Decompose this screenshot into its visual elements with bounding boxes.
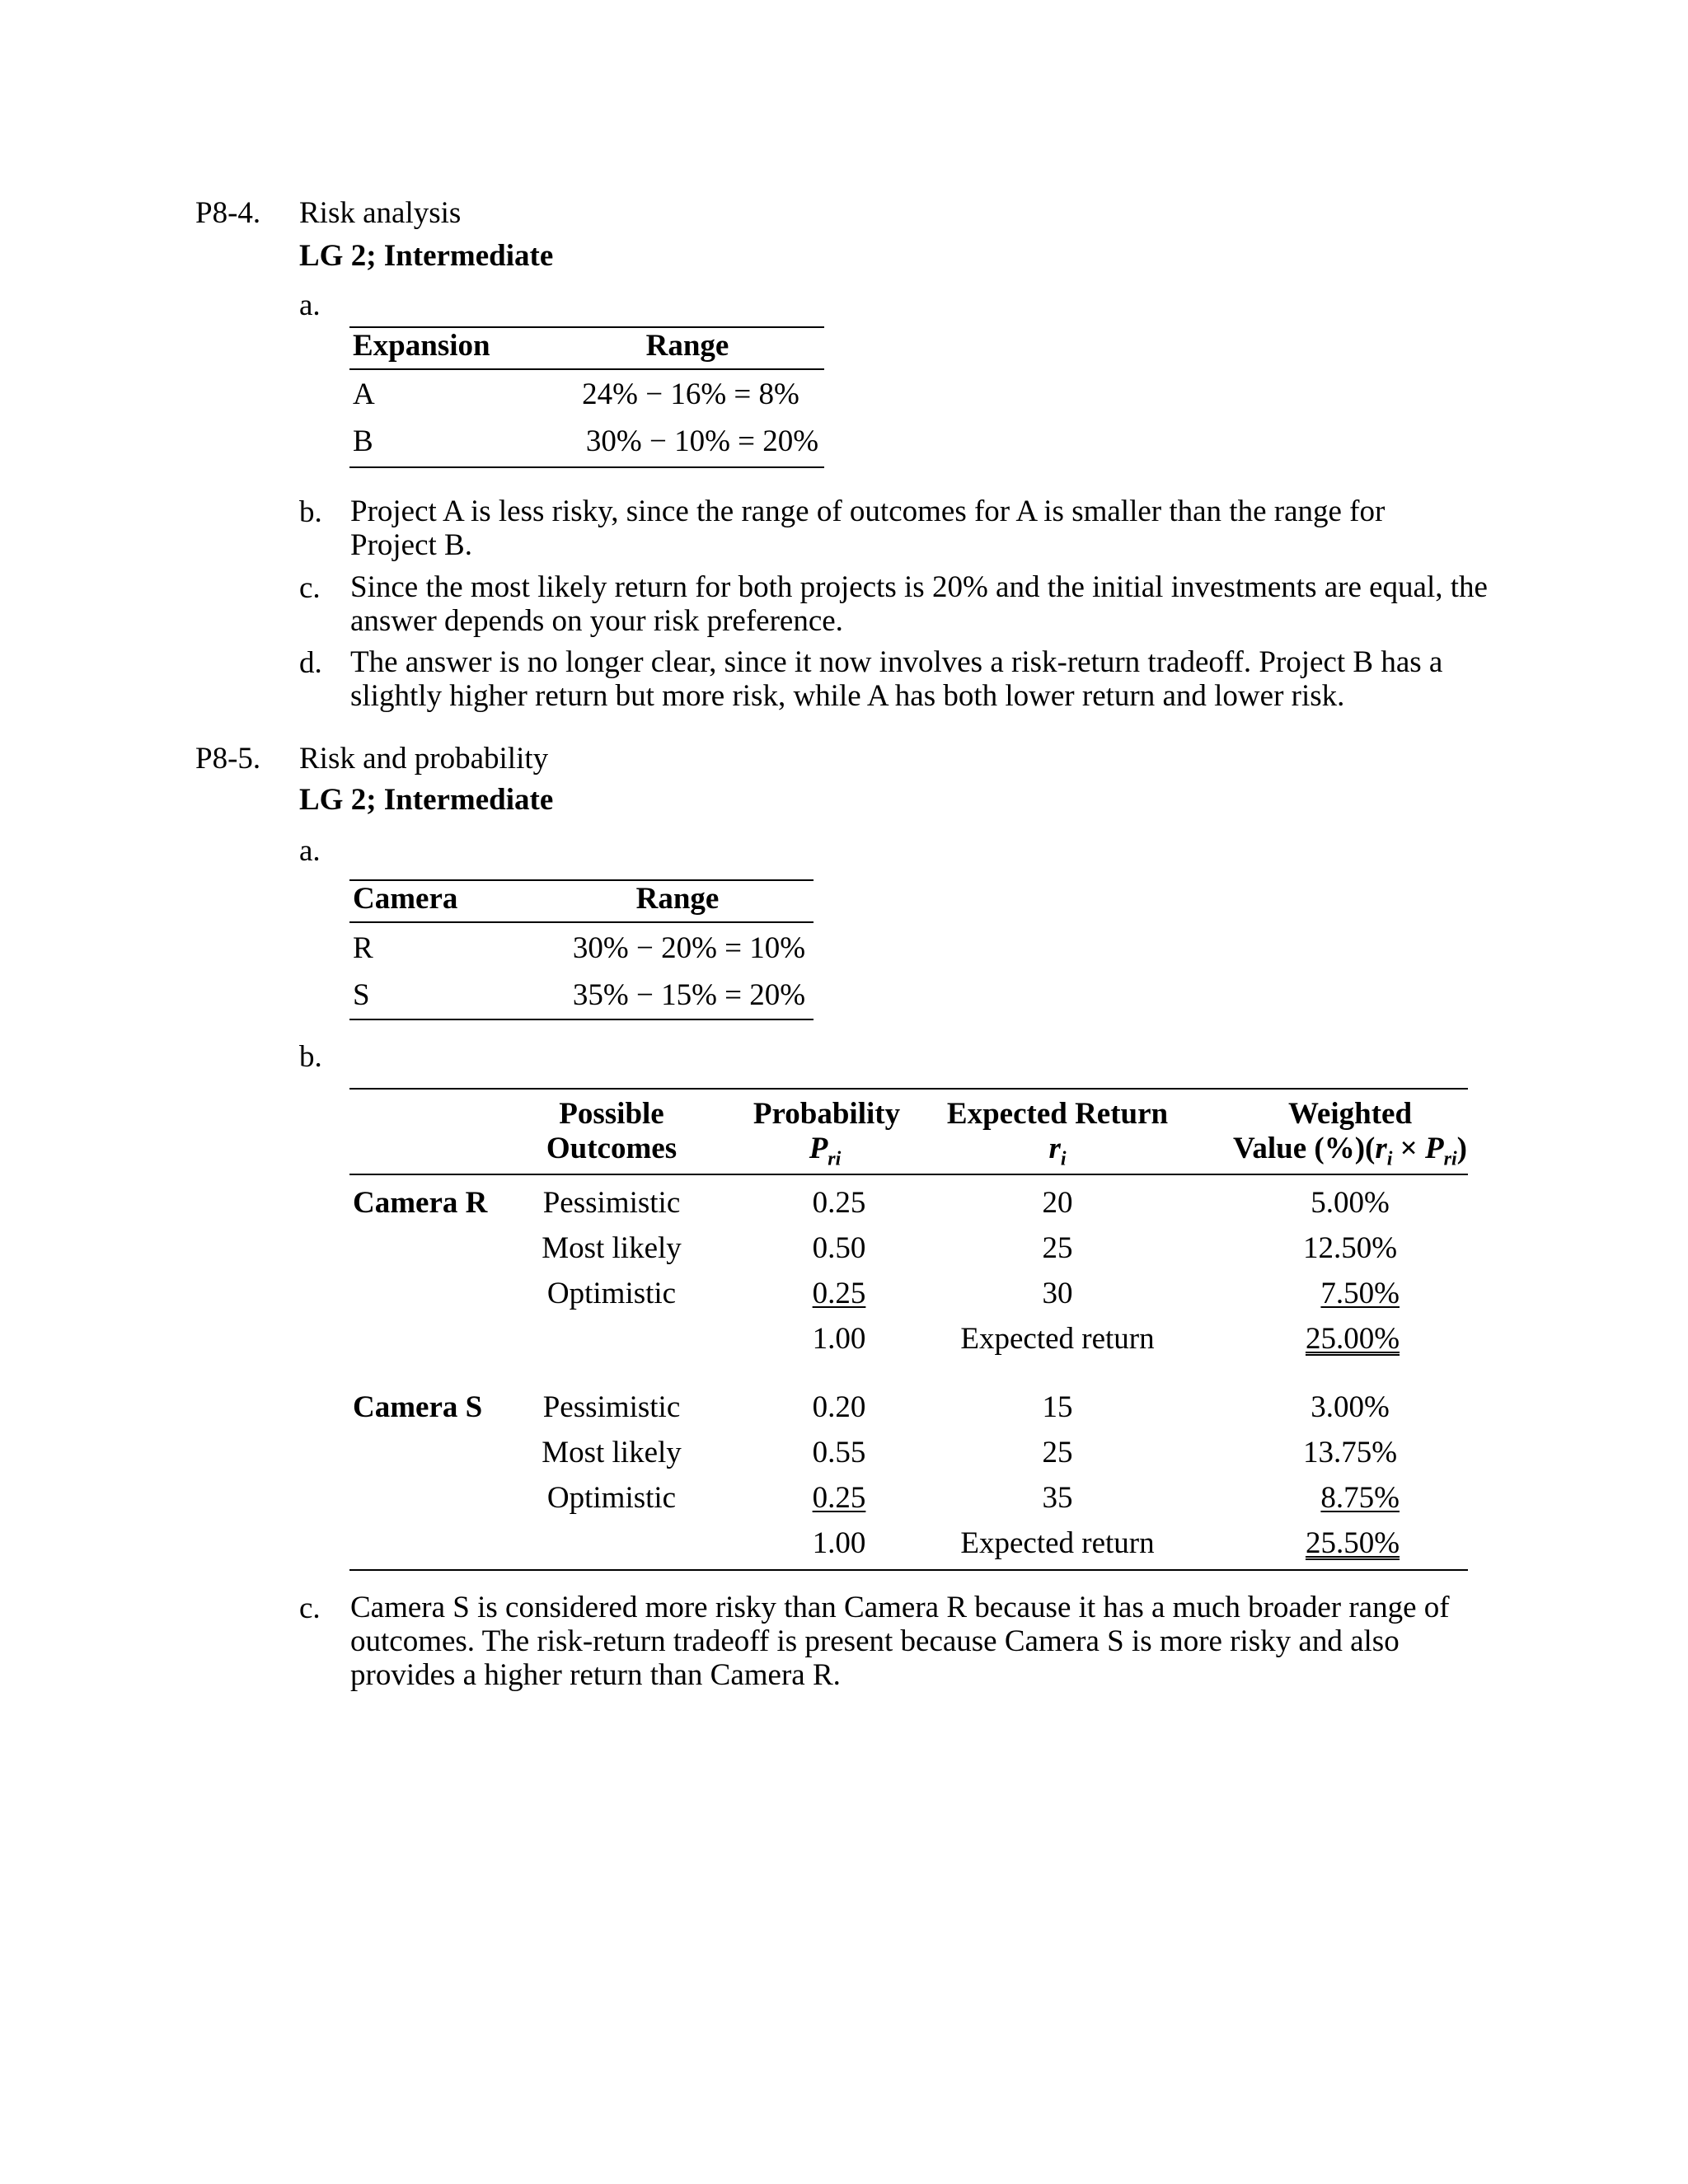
table-cell: 0.50 bbox=[812, 1231, 866, 1265]
table-cell: 30 bbox=[1042, 1277, 1073, 1310]
part-label: a. bbox=[299, 288, 321, 322]
table-rule bbox=[349, 368, 824, 370]
answer-label: c. bbox=[299, 1591, 321, 1625]
answer-text: Project A is less risky, since the range of outcomes for A is smaller than the range for Project B. bbox=[350, 494, 1386, 562]
answer-text: The answer is no longer clear, since it now involves a risk-return tradeoff. Project B has a slightly higher return but more risk, while A has both lower return and lower risk. bbox=[350, 645, 1443, 713]
table-cell: 0.25 bbox=[812, 1186, 866, 1220]
total-cell: 1.00 bbox=[812, 1526, 866, 1560]
table-cell: Most likely bbox=[542, 1231, 682, 1265]
total-cell: 25.50% bbox=[1305, 1526, 1400, 1560]
column-header: Range bbox=[645, 329, 729, 363]
column-header: Outcomes bbox=[546, 1132, 678, 1165]
table-rule bbox=[349, 879, 814, 881]
table-cell: 12.50% bbox=[1302, 1231, 1398, 1265]
table-cell: A bbox=[353, 377, 375, 411]
part-label: b. bbox=[299, 1040, 322, 1074]
problem-number: P8-5. bbox=[195, 742, 261, 776]
table-cell: 35% − 15% = 20% bbox=[572, 978, 806, 1012]
column-header: Range bbox=[635, 882, 720, 916]
table-cell: 13.75% bbox=[1302, 1436, 1398, 1469]
table-cell: 15 bbox=[1042, 1390, 1073, 1424]
answer-label: b. bbox=[299, 495, 322, 529]
table-rule bbox=[349, 921, 814, 923]
problem-subtitle: LG 2; Intermediate bbox=[299, 783, 554, 817]
column-header: Expansion bbox=[353, 329, 490, 363]
problem-number: P8-4. bbox=[195, 196, 261, 230]
table-cell: 25 bbox=[1042, 1436, 1073, 1469]
table-cell: 8.75% bbox=[1320, 1481, 1400, 1515]
table-cell: Pessimistic bbox=[542, 1390, 681, 1424]
table-rule bbox=[349, 1174, 1468, 1175]
answer-text: Camera S is considered more risky than Camera R because it has a much broader range of outcomes. The risk-return tradeoff is present because Camera S is more risky and also provides a higher return than Camera R. bbox=[350, 1591, 1450, 1692]
column-header: $P_{ri}$ bbox=[809, 1132, 842, 1170]
table-cell: 7.50% bbox=[1320, 1277, 1400, 1310]
table-cell: 20 bbox=[1042, 1186, 1073, 1220]
answer-text: Since the most likely return for both projects is 20% and the initial investments are equal, the answer depends on your risk preference. bbox=[350, 570, 1488, 638]
table-cell: Optimistic bbox=[546, 1481, 677, 1515]
group-label: Camera S bbox=[353, 1390, 483, 1424]
table-cell: 35 bbox=[1042, 1481, 1073, 1515]
group-label: Camera R bbox=[353, 1186, 488, 1220]
table-cell: Most likely bbox=[542, 1436, 682, 1469]
problem-subtitle: LG 2; Intermediate bbox=[299, 239, 554, 273]
answer-label: d. bbox=[299, 646, 322, 680]
total-cell: 1.00 bbox=[812, 1322, 866, 1356]
table-cell: Optimistic bbox=[546, 1277, 677, 1310]
column-header: Camera bbox=[353, 882, 458, 916]
table-cell: 3.00% bbox=[1311, 1390, 1390, 1424]
problem-title: Risk and probability bbox=[299, 742, 549, 776]
problem-title: Risk analysis bbox=[299, 196, 462, 230]
column-header: Value $(\%)(r_i \times P_{ri})$ bbox=[1233, 1132, 1467, 1170]
table-cell: S bbox=[353, 978, 370, 1012]
total-cell: 25.00% bbox=[1305, 1322, 1400, 1356]
table-cell: 0.20 bbox=[812, 1390, 866, 1424]
answer-label: c. bbox=[299, 571, 321, 605]
table-cell: 24% − 16% = 8% bbox=[582, 377, 799, 411]
table-cell: 30% − 10% = 20% bbox=[585, 424, 819, 458]
column-header: $r_i$ bbox=[1048, 1132, 1067, 1170]
table-cell: 5.00% bbox=[1311, 1186, 1390, 1220]
table-cell: 0.25 bbox=[812, 1277, 866, 1310]
table-cell: 0.55 bbox=[812, 1436, 866, 1469]
table-rule bbox=[349, 466, 824, 468]
total-label: Expected return bbox=[960, 1526, 1155, 1560]
column-header: Possible bbox=[559, 1097, 664, 1131]
column-header: Weighted bbox=[1287, 1097, 1413, 1131]
table-rule bbox=[349, 1019, 814, 1020]
total-label: Expected return bbox=[960, 1322, 1155, 1356]
table-rule bbox=[349, 326, 824, 328]
table-rule bbox=[349, 1088, 1468, 1090]
table-cell: 0.25 bbox=[812, 1481, 866, 1515]
table-cell: Pessimistic bbox=[542, 1186, 681, 1220]
table-cell: 30% − 20% = 10% bbox=[572, 931, 806, 965]
table-cell: B bbox=[353, 424, 373, 458]
column-header: Probability bbox=[753, 1097, 901, 1131]
table-cell: 25 bbox=[1042, 1231, 1073, 1265]
table-rule bbox=[349, 1569, 1468, 1571]
table-cell: R bbox=[353, 931, 373, 965]
column-header: Expected Return bbox=[946, 1097, 1169, 1131]
part-label: a. bbox=[299, 834, 321, 868]
